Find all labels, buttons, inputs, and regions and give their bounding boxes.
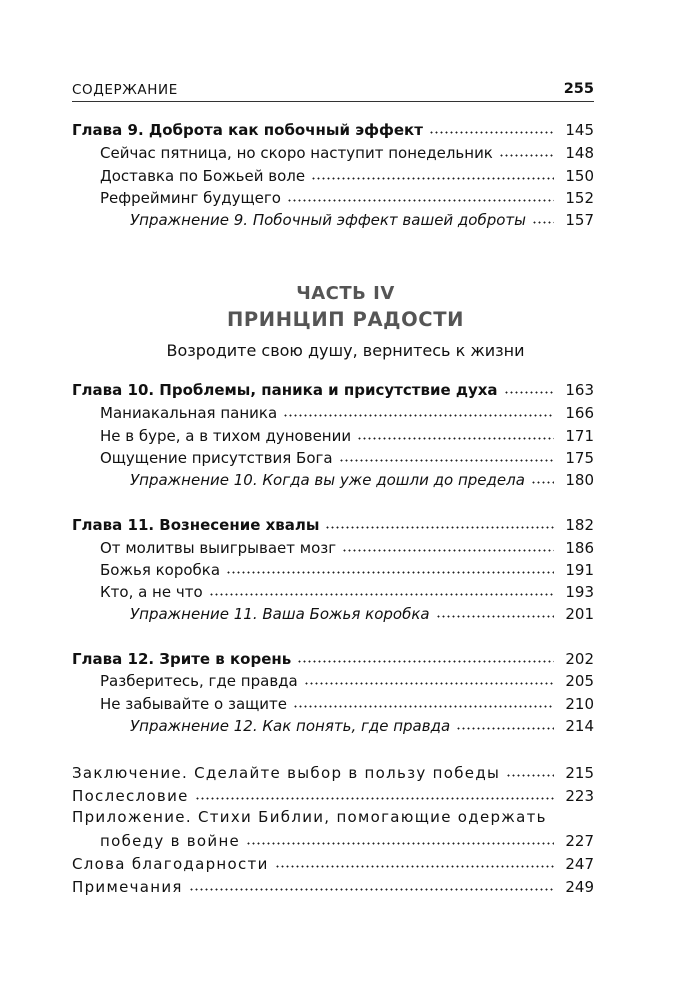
dot-leader	[506, 773, 554, 778]
toc-exercise[interactable]	[130, 208, 594, 230]
toc-entry-label: Примечания	[72, 878, 183, 896]
dot-leader	[287, 198, 554, 203]
toc-chapter-12[interactable]	[72, 647, 594, 669]
part-subtitle: Возродите свою душу, вернитесь к жизни	[166, 341, 525, 360]
toc-entry-label: Божья коробка	[100, 561, 221, 579]
toc-section[interactable]	[100, 692, 594, 714]
dot-leader	[342, 548, 554, 553]
running-header-title: СОДЕРЖАНИЕ	[72, 82, 178, 98]
dot-leader	[246, 841, 554, 846]
dot-leader	[456, 726, 554, 731]
toc-entry-page: 145	[565, 121, 594, 139]
toc-entry-page: 247	[565, 855, 594, 873]
dot-leader	[209, 592, 554, 597]
toc-entry-page: 152	[565, 189, 594, 207]
toc-section[interactable]	[100, 164, 594, 186]
toc-exercise[interactable]	[130, 714, 594, 736]
dot-leader	[532, 220, 554, 225]
toc-entry-label: Глава 11. Вознесение хвалы	[72, 516, 320, 534]
toc-section[interactable]	[100, 446, 594, 468]
dot-leader	[325, 525, 554, 530]
toc-entry-page: 148	[565, 144, 594, 162]
toc-entry-label: Разберитесь, где правда	[100, 672, 298, 690]
dot-leader	[195, 796, 554, 801]
toc-chapter-11[interactable]	[72, 513, 594, 535]
toc-entry-page: 163	[565, 381, 594, 399]
toc-entry-label: Доставка по Божьей воле	[100, 167, 306, 185]
toc-entry-page: 191	[565, 561, 594, 579]
toc-entry-label: Глава 9. Доброта как побочный эффект	[72, 121, 423, 139]
toc-afterword[interactable]	[72, 784, 594, 806]
toc-entry-label: Кто, а не что	[100, 583, 203, 601]
toc-entry-page: 186	[565, 539, 594, 557]
toc-entry-label: Рефрейминг будущего	[100, 189, 281, 207]
running-header	[72, 81, 594, 102]
part-number: ЧАСТЬ IV	[296, 283, 395, 304]
dot-leader	[504, 390, 554, 395]
dot-leader	[357, 436, 554, 441]
toc-section[interactable]	[100, 424, 594, 446]
toc-entry-page: 215	[565, 764, 594, 782]
toc-entry-page: 193	[565, 583, 594, 601]
dot-leader	[339, 458, 554, 463]
toc-entry-page: 227	[565, 832, 594, 850]
toc-acknowledgements[interactable]	[72, 852, 594, 874]
toc-entry-page: 150	[565, 167, 594, 185]
toc-entry-label: Упражнение 12. Как понять, где правда	[130, 717, 451, 735]
toc-entry-page: 205	[565, 672, 594, 690]
toc-section[interactable]	[100, 536, 594, 558]
toc-entry-label: Заключение. Сделайте выбор в пользу победы	[72, 764, 501, 782]
toc-entry-page: 249	[565, 878, 594, 896]
toc-entry-page: 166	[565, 404, 594, 422]
toc-entry-label: Слова благодарности	[72, 855, 269, 873]
dot-leader	[293, 704, 554, 709]
toc-entry-label: От молитвы выигрывает мозг	[100, 539, 337, 557]
toc-appendix-line1[interactable]: Приложение. Стихи Библии, помогающие одержать	[72, 808, 547, 826]
toc-section[interactable]	[100, 401, 594, 423]
toc-entry-page: 214	[565, 717, 594, 735]
toc-entry-label: Не забывайте о защите	[100, 695, 288, 713]
toc-exercise[interactable]	[130, 602, 594, 624]
toc-chapter-10[interactable]	[72, 378, 594, 400]
toc-entry-label: Упражнение 10. Когда вы уже дошли до предела	[130, 471, 525, 489]
toc-notes[interactable]	[72, 875, 594, 897]
dot-leader	[429, 130, 554, 135]
dot-leader	[499, 153, 554, 158]
toc-entry-label: Маниакальная паника	[100, 404, 278, 422]
dot-leader	[531, 480, 554, 485]
part-title: ПРИНЦИП РАДОСТИ	[226, 308, 465, 331]
toc-entry-label: Не в буре, а в тихом дуновении	[100, 427, 352, 445]
toc-section[interactable]	[100, 558, 594, 580]
toc-entry-page: 202	[565, 650, 594, 668]
toc-entry-label: Глава 12. Зрите в корень	[72, 650, 292, 668]
dot-leader	[283, 413, 554, 418]
toc-section[interactable]	[100, 580, 594, 602]
toc-entry-page: 157	[565, 211, 594, 229]
toc-section[interactable]	[100, 141, 594, 163]
toc-entry-page: 201	[565, 605, 594, 623]
toc-conclusion[interactable]	[72, 761, 594, 783]
dot-leader	[189, 887, 554, 892]
toc-entry-label: Глава 10. Проблемы, паника и присутствие духа	[72, 381, 498, 399]
toc-entry-page: 182	[565, 516, 594, 534]
toc-entry-label: Упражнение 9. Побочный эффект вашей доброты	[130, 211, 527, 229]
page-number: 255	[563, 81, 594, 97]
toc-section[interactable]	[100, 186, 594, 208]
toc-entry-label: Послесловие	[72, 787, 189, 805]
toc-entry-label: Ощущение присутствия Бога	[100, 449, 333, 467]
dot-leader	[275, 864, 554, 869]
toc-entry-label: Упражнение 11. Ваша Божья коробка	[130, 605, 430, 623]
toc-entry-label: Сейчас пятница, но скоро наступит понедельник	[100, 144, 493, 162]
dot-leader	[436, 614, 554, 619]
dot-leader	[311, 176, 554, 181]
toc-appendix[interactable]	[100, 829, 594, 851]
dot-leader	[304, 681, 554, 686]
toc-entry-page: 180	[565, 471, 594, 489]
toc-exercise[interactable]	[130, 468, 594, 490]
toc-entry-page: 223	[565, 787, 594, 805]
toc-entry-label: победу в войне	[100, 832, 241, 850]
dot-leader	[297, 659, 554, 664]
toc-section[interactable]	[100, 669, 594, 691]
toc-entry-page: 171	[565, 427, 594, 445]
toc-entry-page: 210	[565, 695, 594, 713]
toc-chapter-9[interactable]	[72, 118, 594, 140]
toc-entry-page: 175	[565, 449, 594, 467]
dot-leader	[226, 570, 554, 575]
